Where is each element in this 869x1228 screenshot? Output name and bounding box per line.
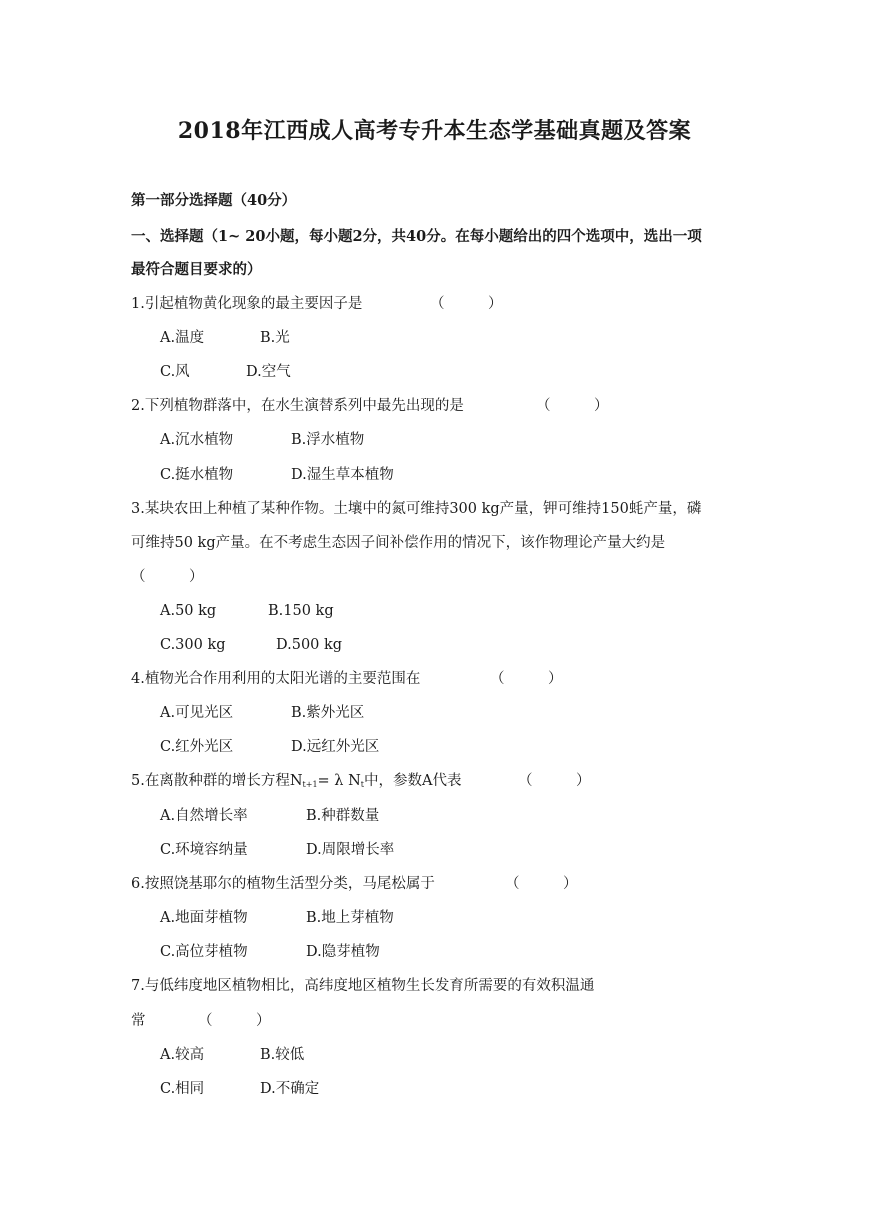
question-5-stem-part-a: 5.在离散种群的增长方程N <box>131 773 303 789</box>
question-6-stem: 6.按照饶基耶尔的植物生活型分类，马尾松属于 <box>131 876 435 892</box>
question-5-answer-blank: （ ） <box>518 773 591 789</box>
question-7-option-a: A.较高 <box>160 1047 205 1063</box>
question-2-stem: 2.下列植物群落中，在水生演替系列中最先出现的是 <box>131 398 464 414</box>
question-7-option-c: C.相同 <box>160 1081 205 1097</box>
question-7-stem-line2: 常 <box>131 1013 146 1029</box>
question-5-option-c: C.环境容纳量 <box>160 842 248 858</box>
question-5-stem-part-b: = λ N <box>317 773 361 789</box>
question-6-option-a: A.地面芽植物 <box>160 910 248 926</box>
question-7-option-b: B.较低 <box>260 1047 305 1063</box>
question-2-option-b: B.浮水植物 <box>291 432 365 448</box>
question-3-stem-line1: 3.某块农田上种植了某种作物。土壤中的氮可维持300 kg产量，钾可维持150蚝产量，磷 <box>131 501 702 517</box>
question-4-option-a: A.可见光区 <box>160 705 234 721</box>
question-3-option-c: C.300 kg <box>160 637 226 653</box>
question-5-stem <box>131 771 462 795</box>
document-title: 2018年江西成人高考专升本生态学基础真题及答案 <box>177 118 692 144</box>
question-6-option-c: C.高位芽植物 <box>160 944 248 960</box>
question-3-stem-line2: 可维持50 kg产量。在不考虑生态因子间补偿作用的情况下，该作物理论产量大约是 <box>131 535 666 551</box>
question-3-option-d: D.500 kg <box>276 637 343 653</box>
question-1-option-b: B.光 <box>260 330 290 346</box>
question-4-answer-blank: （ ） <box>490 671 563 687</box>
question-1-answer-blank: （ ） <box>430 296 503 312</box>
question-5-option-b: B.种群数量 <box>306 808 380 824</box>
question-2-option-d: D.湿生草本植物 <box>291 467 394 483</box>
question-5-stem-part-c: 中，参数A代表 <box>364 773 462 789</box>
section-instruction-line1: 一、选择题（1~ 20小题，每小题2分，共40分。在每小题给出的四个选项中，选出一项 <box>131 228 702 245</box>
question-3-option-b: B.150 kg <box>268 603 334 619</box>
question-3-answer-blank: （ ） <box>131 569 204 585</box>
question-5-subscript-1: t+1 <box>302 780 318 789</box>
question-6-option-b: B.地上芽植物 <box>306 910 394 926</box>
part-heading: 第一部分选择题（40分） <box>131 192 297 209</box>
question-2-option-c: C.挺水植物 <box>160 467 234 483</box>
question-7-option-d: D.不确定 <box>260 1081 320 1097</box>
question-1-stem: 1.引起植物黄化现象的最主要因子是 <box>131 296 363 312</box>
question-4-option-d: D.远红外光区 <box>291 739 380 755</box>
question-2-option-a: A.沉水植物 <box>160 432 234 448</box>
question-4-option-b: B.紫外光区 <box>291 705 365 721</box>
question-2-answer-blank: （ ） <box>536 398 609 414</box>
question-4-stem: 4.植物光合作用利用的太阳光谱的主要范围在 <box>131 671 421 687</box>
question-6-option-d: D.隐芽植物 <box>306 944 380 960</box>
question-4-option-c: C.红外光区 <box>160 739 234 755</box>
question-1-option-a: A.温度 <box>160 330 205 346</box>
question-1-option-c: C.风 <box>160 364 190 380</box>
question-6-answer-blank: （ ） <box>505 876 578 892</box>
question-5-option-d: D.周限增长率 <box>306 842 395 858</box>
question-1-option-d: D.空气 <box>246 364 291 380</box>
question-5-subscript-2: t <box>360 780 365 789</box>
question-7-answer-blank: （ ） <box>198 1013 271 1029</box>
question-5-option-a: A.自然增长率 <box>160 808 248 824</box>
section-instruction-line2: 最符合题目要求的） <box>131 261 262 278</box>
question-3-option-a: A.50 kg <box>160 603 217 619</box>
question-7-stem-line1: 7.与低纬度地区植物相比，高纬度地区植物生长发育所需要的有效积温通 <box>131 978 595 994</box>
